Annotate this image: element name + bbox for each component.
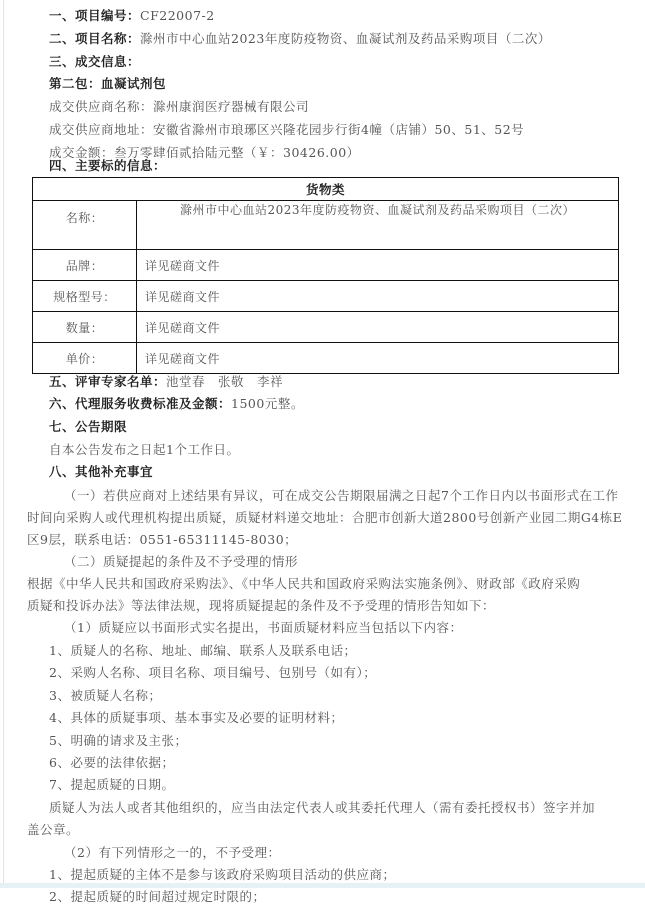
supplier-name xyxy=(49,99,309,115)
row-value: 详见磋商文件 xyxy=(137,250,619,281)
clause2-item: 2、提起质疑的时间超过规定时限的； xyxy=(49,889,266,904)
supplement-heading: 八、其他补充事宜 xyxy=(49,464,154,479)
clause1-item: 5、明确的请求及主张； xyxy=(49,733,188,748)
clause2-title: （2）有下列情形之一的，不予受理： xyxy=(64,845,281,860)
supplement-p1-line2: 时间向采购人或代理机构提出质疑，质疑材料递交地址：合肥市创新大道2800号创新产业园二期G4栋E xyxy=(27,510,623,525)
supplement-p1-line1: （一）若供应商对上述结果有异议，可在成交公告期限届满之日起7个工作日内以书面形式在工作 xyxy=(64,488,619,503)
expert-list xyxy=(49,374,283,390)
clause1-item: 1、质疑人的名称、地址、邮编、联系人及联系电话； xyxy=(49,643,357,658)
deal-amount-label: 成交金额： xyxy=(49,145,115,160)
supplier-address xyxy=(49,122,524,138)
project-name-value: 滁州市中心血站2023年度防疫物资、血凝试剂及药品采购项目（二次） xyxy=(140,31,551,46)
supplement-p2-line2: 质疑和投诉办法》等法律法规，现将质疑提起的条件及不予受理的情形告知如下： xyxy=(27,598,496,613)
clause1-item: 6、必要的法律依据； xyxy=(49,755,175,770)
clause2-item: 1、提起质疑的主体不是参与该政府采购项目活动的供应商； xyxy=(49,867,396,882)
agency-fee xyxy=(49,396,304,412)
row-label: 数量： xyxy=(33,312,137,343)
goods-table xyxy=(32,177,619,374)
row-value: 详见磋商文件 xyxy=(137,281,619,312)
notice-period-heading: 七、公告期限 xyxy=(49,419,128,434)
expert-list-label: 五、评审专家名单： xyxy=(49,374,167,389)
project-number xyxy=(49,8,215,24)
agency-fee-value: 1500元整。 xyxy=(231,396,304,411)
row-label: 品牌： xyxy=(33,250,137,281)
row-label: 规格型号： xyxy=(33,281,137,312)
main-subject-heading: 四、主要标的信息： xyxy=(49,158,167,173)
supplement-p2-title: （二）质疑提起的条件及不予受理的情形 xyxy=(64,554,299,569)
deal-amount-value: 叁万零肆佰贰拾陆元整（￥：30426.00） xyxy=(114,145,360,160)
row-value: 详见磋商文件 xyxy=(137,312,619,343)
row-label: 名称： xyxy=(33,201,137,250)
table-row xyxy=(33,281,619,312)
announcement-page xyxy=(3,0,645,904)
clause1-item: 2、采购人名称、项目名称、项目编号、包别号（如有）； xyxy=(49,665,377,680)
table-row xyxy=(33,201,619,250)
bottom-strip xyxy=(0,883,645,888)
supplier-name-value: 滁州康润医疗器械有限公司 xyxy=(153,99,310,114)
table-row xyxy=(33,312,619,343)
supplement-p1-line3: 区9层，联系电话：0551-65311145-8030； xyxy=(27,532,298,547)
clause1-title: （1）质疑应以书面形式实名提出，书面质疑材料应当包括以下内容： xyxy=(64,620,463,635)
signature-line1: 质疑人为法人或者其他组织的，应当由法定代表人或其委托代理人（需有委托授权书）签字并加 xyxy=(49,800,596,815)
agency-fee-label: 六、代理服务收费标准及金额： xyxy=(49,396,232,411)
supplement-p2-line1: 根据《中华人民共和国政府采购法》、《中华人民共和国政府采购法实施条例》、财政部《政府采购 xyxy=(27,576,581,591)
row-value: 详见磋商文件 xyxy=(137,343,619,374)
project-number-value: CF22007-2 xyxy=(140,8,215,23)
clause1-item: 3、被质疑人名称； xyxy=(49,688,162,703)
row-label: 单价： xyxy=(33,343,137,374)
notice-period-text: 自本公告发布之日起1个工作日。 xyxy=(49,442,240,457)
goods-table-header: 货物类 xyxy=(33,178,619,201)
table-row xyxy=(33,343,619,374)
project-number-label: 一、项目编号： xyxy=(49,8,141,23)
signature-line2: 盖公章。 xyxy=(27,822,80,837)
row-value: 滁州市中心血站2023年度防疫物资、血凝试剂及药品采购项目（二次） xyxy=(137,201,619,250)
goods-table-header-row xyxy=(33,178,619,201)
package-heading: 第二包：血凝试剂包 xyxy=(49,76,167,91)
supplier-name-label: 成交供应商名称： xyxy=(49,99,154,114)
supplier-address-label: 成交供应商地址： xyxy=(49,122,154,137)
project-name-label: 二、项目名称： xyxy=(49,31,141,46)
deal-info-heading: 三、成交信息： xyxy=(49,54,141,69)
project-name xyxy=(49,31,551,47)
clause1-item: 4、具体的质疑事项、基本事实及必要的证明材料； xyxy=(49,710,344,725)
supplier-address-value: 安徽省滁州市琅琊区兴隆花园步行街4幢（店铺）50、51、52号 xyxy=(153,122,525,137)
table-row xyxy=(33,250,619,281)
expert-list-value: 池堂春 张敬 李祥 xyxy=(166,374,284,389)
clause1-item: 7、提起质疑的日期。 xyxy=(49,777,175,792)
